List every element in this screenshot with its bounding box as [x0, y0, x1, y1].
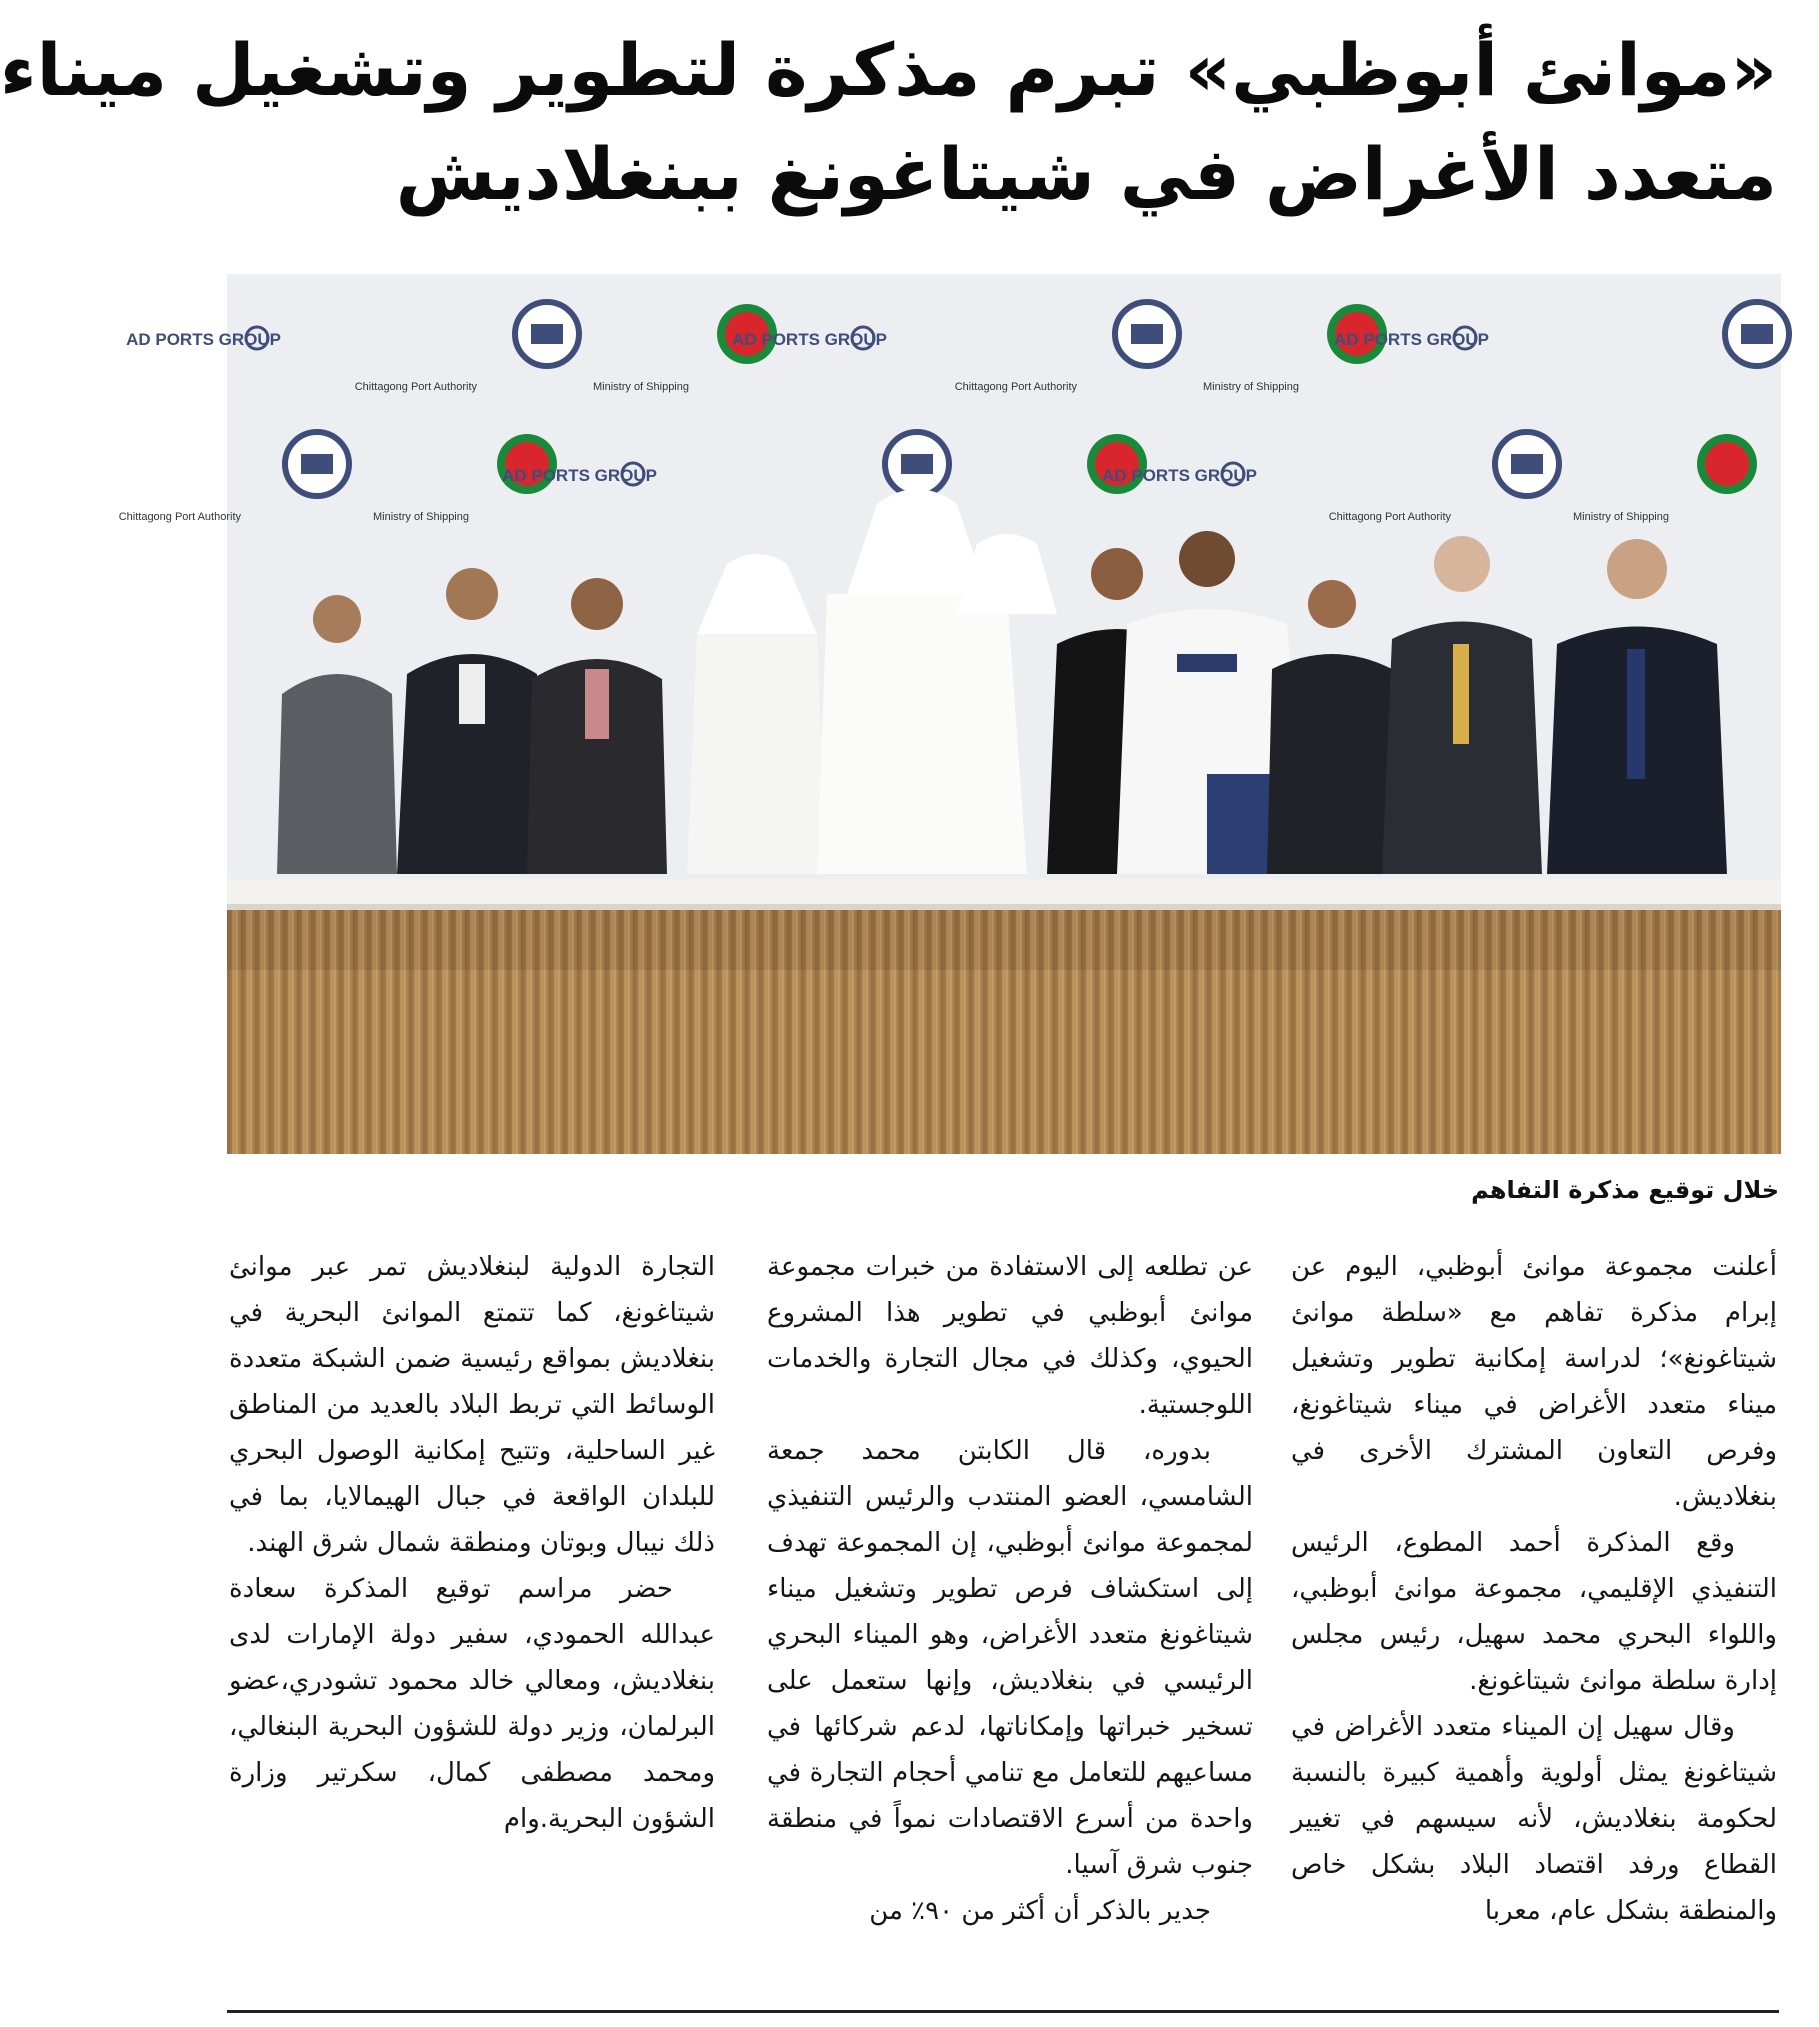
svg-text:Chittagong Port Authority: Chittagong Port Authority — [954, 381, 1077, 393]
article-column-3 — [229, 1244, 715, 1842]
svg-text:Ministry of Shipping: Ministry of Shipping — [1573, 511, 1669, 523]
article-column-2 — [767, 1244, 1253, 1934]
paragraph: أعلنت مجموعة موانئ أبوظبي، اليوم عن إبرام مذكرة تفاهم مع «سلطة موانئ شيتاغونغ»؛ لدراسة إمكانية تطوير وتشغيل ميناء متعدد الأغراض في ميناء شيتاغونغ، وفرص التعاون المشترك الأخرى في بنغلاديش. — [1291, 1252, 1777, 1512]
article-column-1 — [1291, 1244, 1777, 1934]
photo-caption: خلال توقيع مذكرة التفاهم — [1471, 1176, 1779, 1204]
signing-ceremony-photo — [118, 274, 1781, 1154]
paragraph: وقال سهيل إن الميناء متعدد الأغراض في شيتاغونغ يمثل أولوية وأهمية كبيرة بالنسبة لحكومة بنغلاديش، لأنه سيسهم في تغيير القطاع ورفد اقتصاد البلاد بشكل خاص والمنطقة بشكل عام، معربا — [1291, 1712, 1777, 1926]
svg-text:Ministry of Shipping: Ministry of Shipping — [373, 511, 469, 523]
ad-ports-logo-text: AD PORTS GROUP — [126, 330, 281, 349]
cpa-logo-text: Chittagong Port Authority — [354, 381, 477, 393]
paragraph: وقع المذكرة أحمد المطوع، الرئيس التنفيذي الإقليمي، مجموعة موانئ أبوظبي، واللواء البحري محمد سهيل، رئيس مجلس إدارة سلطة موانئ شيتاغونغ. — [1291, 1528, 1777, 1696]
svg-text:AD PORTS GROUP: AD PORTS GROUP — [1102, 466, 1257, 485]
paragraph: التجارة الدولية لبنغلاديش تمر عبر موانئ شيتاغونغ، كما تتمتع الموانئ البحرية في بنغلاديش بمواقع رئيسية ضمن الشبكة متعددة الوسائط التي تربط البلاد بالعديد من المناطق غير الساحلية، وتتيح إمكانية الوصول البحري للبلدان الواقعة في جبال الهيمالايا، بما في ذلك نيبال وبوتان ومنطقة شمال شرق الهند. — [229, 1252, 715, 1558]
paragraph: حضر مراسم توقيع المذكرة سعادة عبدالله الحمودي، سفير دولة الإمارات لدى بنغلاديش، ومعالي خالد محمود تشودري،عضو البرلمان، وزير دولة للشؤون البحرية البنغالي، ومحمد مصطفى كمال، سكرتير وزارة الشؤون البحرية.وام — [229, 1574, 715, 1834]
svg-text:AD PORTS GROUP: AD PORTS GROUP — [1334, 330, 1489, 349]
ministry-logo-text: Ministry of Shipping — [593, 381, 689, 393]
article-headline — [0, 18, 1777, 226]
bottom-divider — [227, 2010, 1779, 2013]
svg-text:AD PORTS GROUP: AD PORTS GROUP — [502, 466, 657, 485]
svg-text:AD PORTS GROUP: AD PORTS GROUP — [732, 330, 887, 349]
svg-text:Chittagong Port Authority: Chittagong Port Authority — [118, 511, 241, 523]
paragraph: بدوره، قال الكابتن محمد جمعة الشامسي، العضو المنتدب والرئيس التنفيذي لمجموعة موانئ أبوظبي، إن المجموعة تهدف إلى استكشاف فرص تطوير وتشغيل ميناء شيتاغونغ متعدد الأغراض، وهو الميناء البحري الرئيسي في بنغلاديش، وإنها ستعمل على تسخير خبراتها وإمكاناتها، لدعم شركائها في مساعيهم للتعامل مع تنامي أحجام التجارة في واحدة من أسرع الاقتصادات نمواً في منطقة جنوب شرق آسيا. — [767, 1436, 1253, 1880]
svg-text:Chittagong Port Authority: Chittagong Port Authority — [1328, 511, 1451, 523]
headline-line-2: متعدد الأغراض في شيتاغونغ ببنغلاديش — [395, 132, 1777, 216]
paragraph: جدير بالذكر أن أكثر من ٩٠٪ من — [869, 1896, 1211, 1926]
headline-line-1: «موانئ أبوظبي» تبرم مذكرة لتطوير وتشغيل ميناء — [0, 28, 1777, 112]
svg-text:Ministry of Shipping: Ministry of Shipping — [1203, 381, 1299, 393]
paragraph: عن تطلعه إلى الاستفادة من خبرات مجموعة موانئ أبوظبي في تطوير هذا المشروع الحيوي، وكذلك في مجال التجارة والخدمات اللوجستية. — [767, 1252, 1253, 1420]
